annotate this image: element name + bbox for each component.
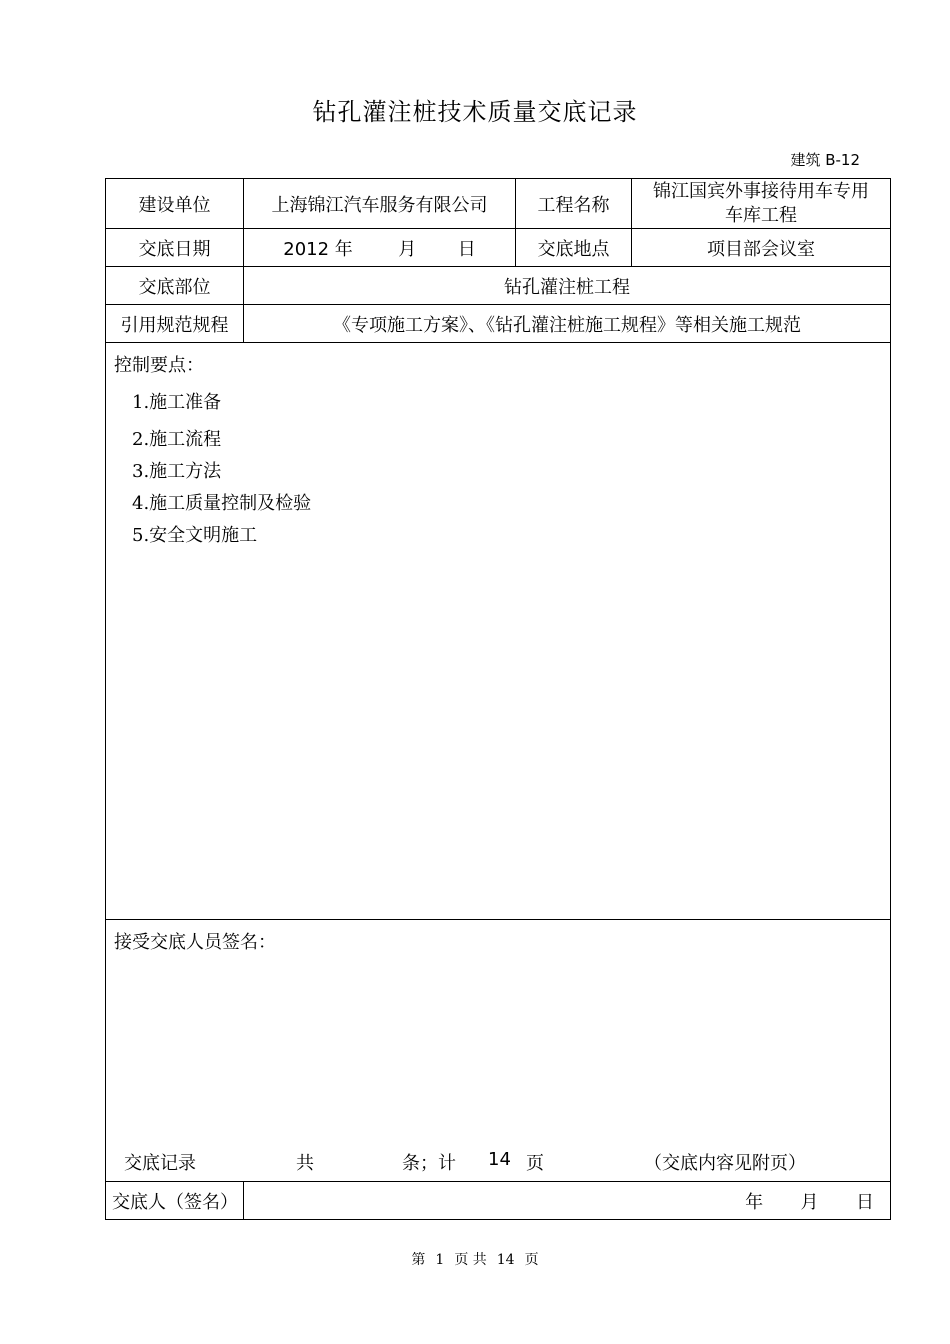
project-value-line1: 锦江国宾外事接待用车专用	[653, 180, 869, 202]
client-value: 上海锦江汽车服务有限公司	[244, 179, 516, 229]
standard-label: 引用规范规程	[106, 305, 244, 343]
signoff-date	[244, 1182, 891, 1220]
row-signoff	[106, 1182, 891, 1220]
row-receivers	[106, 920, 891, 1182]
page-label: 页	[526, 1153, 544, 1174]
date-year: 2012 年	[283, 238, 353, 260]
control-points-cell	[106, 343, 891, 920]
form-code: 建筑 B-12	[790, 151, 860, 169]
list-item: 1.施工准备	[132, 392, 222, 413]
project-value	[632, 179, 891, 229]
project-label: 工程名称	[516, 179, 632, 229]
part-value: 钻孔灌注桩工程	[244, 267, 891, 305]
signoff-day: 日	[856, 1191, 874, 1213]
document-title: 钻孔灌注桩技术质量交底记录	[312, 98, 638, 126]
date-day: 日	[457, 238, 476, 260]
project-value-line2: 车库工程	[725, 204, 797, 226]
row-client-project	[106, 179, 891, 229]
total-label: 共	[296, 1153, 314, 1174]
row-part	[106, 267, 891, 305]
control-points-list	[106, 387, 890, 552]
footer-prefix: 第	[411, 1252, 426, 1268]
page-count: 14	[488, 1149, 511, 1170]
signoff-month: 月	[800, 1191, 819, 1213]
row-control-points	[106, 343, 891, 920]
row-date-place	[106, 229, 891, 267]
page-footer	[0, 1249, 950, 1269]
footer-suffix: 页	[524, 1252, 539, 1268]
place-value: 项目部会议室	[632, 229, 891, 267]
part-label: 交底部位	[106, 267, 244, 305]
list-item: 4.施工质量控制及检验	[132, 493, 312, 514]
record-label: 交底记录	[124, 1153, 196, 1174]
handover-form-table	[105, 178, 891, 1220]
signoff-year: 年	[745, 1191, 764, 1213]
list-item: 3.施工方法	[132, 461, 222, 482]
list-item: 2.施工流程	[132, 429, 222, 450]
row-standard	[106, 305, 891, 343]
record-summary	[124, 1149, 884, 1173]
standard-value: 《专项施工方案》、《钻孔灌注桩施工规程》等相关施工规范	[244, 305, 891, 343]
control-points-heading: 控制要点：	[114, 355, 204, 376]
footer-current-page: 1	[435, 1252, 445, 1268]
footer-total-pages: 14	[496, 1252, 515, 1268]
signoff-label: 交底人（签名）	[106, 1182, 244, 1220]
date-value	[244, 229, 516, 267]
attachment-note: （交底内容见附页）	[644, 1153, 806, 1174]
client-label: 建设单位	[106, 179, 244, 229]
date-month: 月	[398, 238, 417, 260]
receivers-heading: 接受交底人员签名：	[114, 932, 276, 953]
footer-mid: 页 共	[454, 1252, 487, 1268]
receivers-cell	[106, 920, 891, 1182]
date-label: 交底日期	[106, 229, 244, 267]
list-item: 5.安全文明施工	[132, 525, 258, 546]
items-label: 条；计	[402, 1153, 456, 1174]
place-label: 交底地点	[516, 229, 632, 267]
